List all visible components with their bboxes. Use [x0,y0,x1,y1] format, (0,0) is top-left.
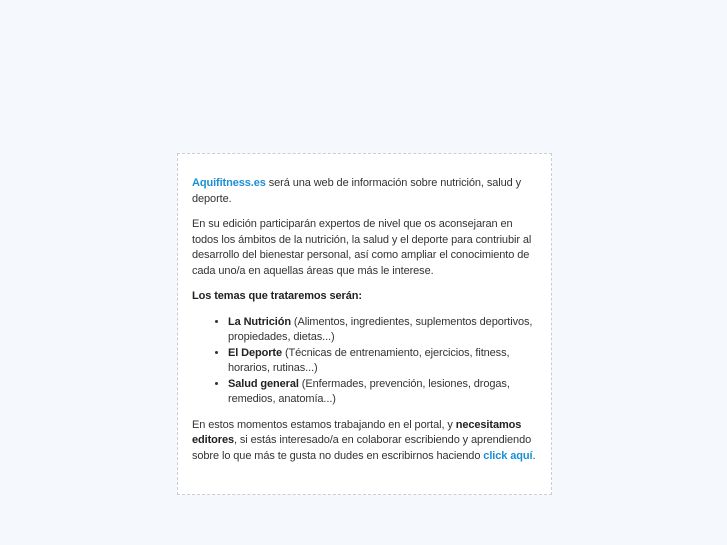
topic-title: Salud general [228,377,299,390]
topic-desc: (Alimentos, ingredientes, suplementos deportivos, propiedades, dietas...) [228,315,533,343]
topic-desc: (Técnicas de entrenamiento, ejercicios, fitness, horarios, rutinas...) [228,346,510,374]
intro-text: será una web de información sobre nutrición, salud y deporte. [192,177,521,205]
topics-heading-text: Los temas que trataremos serán: [192,290,362,302]
closing-text-2: , si estás interesado/a en colaborar escribiendo y aprendiendo sobre lo que más te gusta no dudes en escribirnos haciendo [192,434,532,462]
info-card [177,153,552,495]
list-item [228,315,537,346]
list-item [228,346,537,377]
topic-desc: (Enfermades, prevención, lesiones, drogas, remedios, anatomía...) [228,377,510,405]
topics-list [192,315,537,408]
intro-paragraph [192,176,537,207]
description-paragraph: En su edición participarán expertos de nivel que os aconsejaran en todos los ámbitos de la nutrición, la salud y el deporte para contriubir al desarrollo del bienestar personal, así como ampliar el conocimiento de cada uno/a en aquellas áreas que más le interese. [192,218,532,277]
closing-paragraph [192,418,537,465]
topic-title: El Deporte [228,346,283,359]
contact-link[interactable]: click aquí [483,449,533,462]
list-item [228,377,537,408]
closing-text-3: . [532,449,536,462]
site-link[interactable]: Aquifitness.es [192,177,266,189]
topics-heading [192,289,537,305]
closing-text-1: En estos momentos estamos trabajando en el portal, y [192,418,456,431]
topic-title: La Nutrición [228,315,291,328]
closing-bold: necesitamos editores [192,418,522,446]
